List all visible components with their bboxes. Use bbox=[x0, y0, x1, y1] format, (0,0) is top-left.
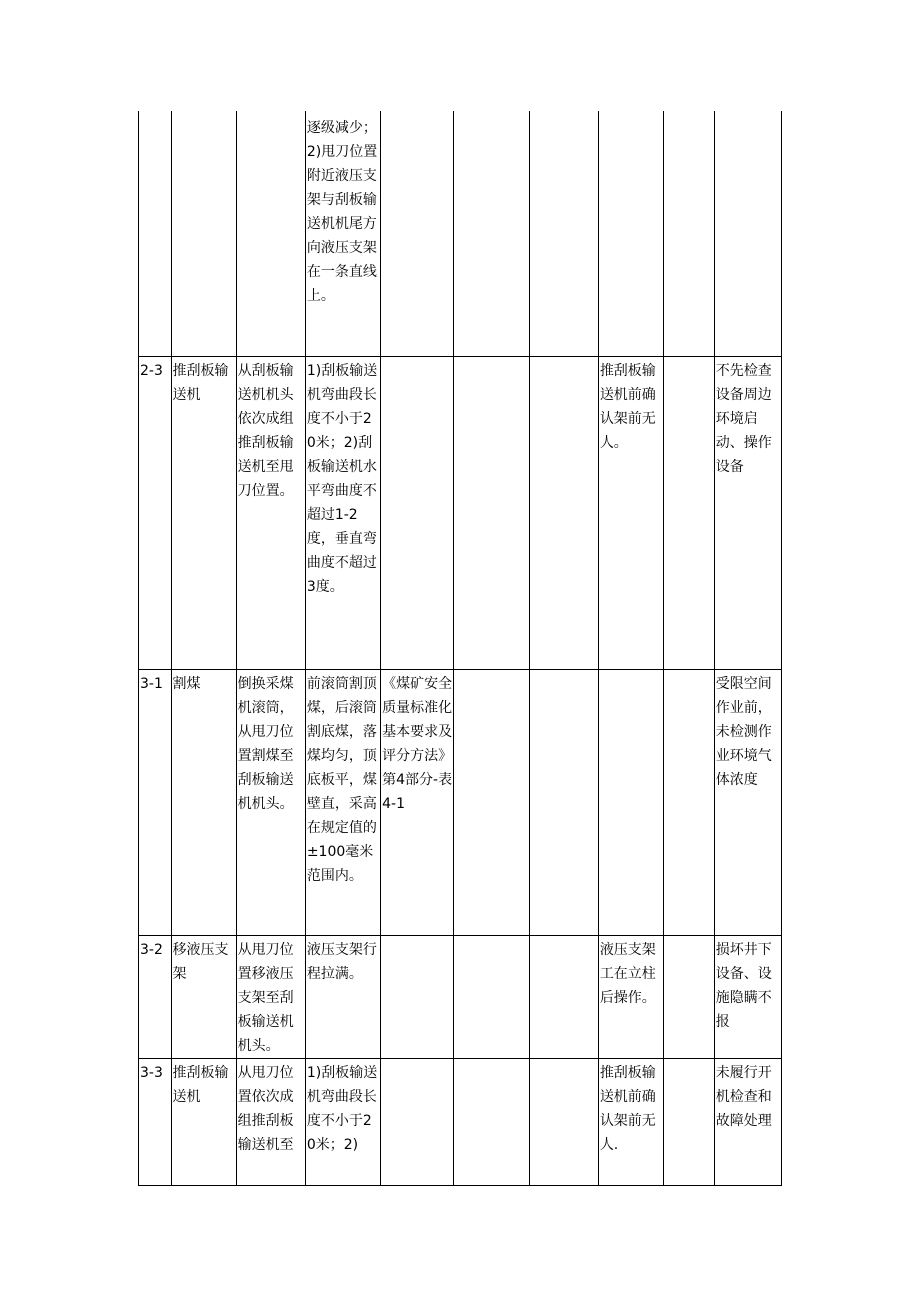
step-safety bbox=[598, 111, 663, 356]
step-standard: 逐级减少；2)甩刀位置附近液压支架与刮板输送机机尾方向液压支架在一条直线上。 bbox=[305, 111, 380, 356]
row-number: 2-3 bbox=[139, 356, 172, 669]
step-col-h bbox=[663, 111, 714, 356]
step-risk: 不先检查设备周边环境启动、操作设备 bbox=[714, 356, 781, 669]
step-risk: 未履行开机检查和故障处理 bbox=[714, 1058, 781, 1185]
step-name: 割煤 bbox=[171, 669, 236, 935]
step-standard: 1)刮板输送机弯曲段长度不小于20米；2) bbox=[305, 1058, 380, 1185]
step-name bbox=[171, 111, 236, 356]
procedure-table bbox=[138, 111, 782, 1186]
step-col-e bbox=[454, 935, 529, 1058]
step-basis bbox=[381, 1058, 454, 1185]
step-basis bbox=[381, 935, 454, 1058]
step-col-f bbox=[529, 935, 598, 1058]
table-row bbox=[139, 669, 782, 935]
step-risk: 损坏井下设备、设施隐瞒不报 bbox=[714, 935, 781, 1058]
step-procedure: 从刮板输送机机头依次成组推刮板输送机至甩刀位置。 bbox=[236, 356, 305, 669]
step-col-f bbox=[529, 669, 598, 935]
step-col-h bbox=[663, 935, 714, 1058]
step-col-e bbox=[454, 111, 529, 356]
step-col-h bbox=[663, 356, 714, 669]
step-col-f bbox=[529, 356, 598, 669]
step-procedure: 倒换采煤机滚筒，从甩刀位置割煤至刮板输送机机头。 bbox=[236, 669, 305, 935]
step-safety: 推刮板输送机前确认架前无人。 bbox=[598, 356, 663, 669]
step-name: 推刮板输送机 bbox=[171, 356, 236, 669]
step-col-h bbox=[663, 669, 714, 935]
step-procedure: 从甩刀位置移液压支架至刮板输送机机头。 bbox=[236, 935, 305, 1058]
step-risk: 受限空间作业前，未检测作业环境气体浓度 bbox=[714, 669, 781, 935]
step-safety: 推刮板输送机前确认架前无人. bbox=[598, 1058, 663, 1185]
step-name: 移液压支架 bbox=[171, 935, 236, 1058]
row-number: 3-1 bbox=[139, 669, 172, 935]
step-standard: 液压支架行程拉满。 bbox=[305, 935, 380, 1058]
table-row bbox=[139, 111, 782, 356]
step-name: 推刮板输送机 bbox=[171, 1058, 236, 1185]
table-row bbox=[139, 1058, 782, 1185]
row-number: 3-3 bbox=[139, 1058, 172, 1185]
step-procedure: 从甩刀位置依次成组推刮板输送机至 bbox=[236, 1058, 305, 1185]
row-number bbox=[139, 111, 172, 356]
table-row bbox=[139, 356, 782, 669]
step-basis bbox=[381, 356, 454, 669]
step-col-f bbox=[529, 111, 598, 356]
step-col-h bbox=[663, 1058, 714, 1185]
step-safety bbox=[598, 669, 663, 935]
step-basis: 《煤矿安全质量标准化基本要求及评分方法》第4部分-表4-1 bbox=[381, 669, 454, 935]
step-col-f bbox=[529, 1058, 598, 1185]
step-col-e bbox=[454, 1058, 529, 1185]
step-col-e bbox=[454, 669, 529, 935]
step-standard: 前滚筒割顶煤，后滚筒割底煤，落煤均匀，顶底板平，煤壁直，采高在规定值的±100毫米范围内。 bbox=[305, 669, 380, 935]
step-risk bbox=[714, 111, 781, 356]
step-col-e bbox=[454, 356, 529, 669]
step-basis bbox=[381, 111, 454, 356]
table-row bbox=[139, 935, 782, 1058]
step-procedure bbox=[236, 111, 305, 356]
step-safety: 液压支架工在立柱后操作。 bbox=[598, 935, 663, 1058]
step-standard: 1)刮板输送机弯曲段长度不小于20米；2)刮板输送机水平弯曲度不超过1-2度，垂直弯曲度不超过3度。 bbox=[305, 356, 380, 669]
row-number: 3-2 bbox=[139, 935, 172, 1058]
